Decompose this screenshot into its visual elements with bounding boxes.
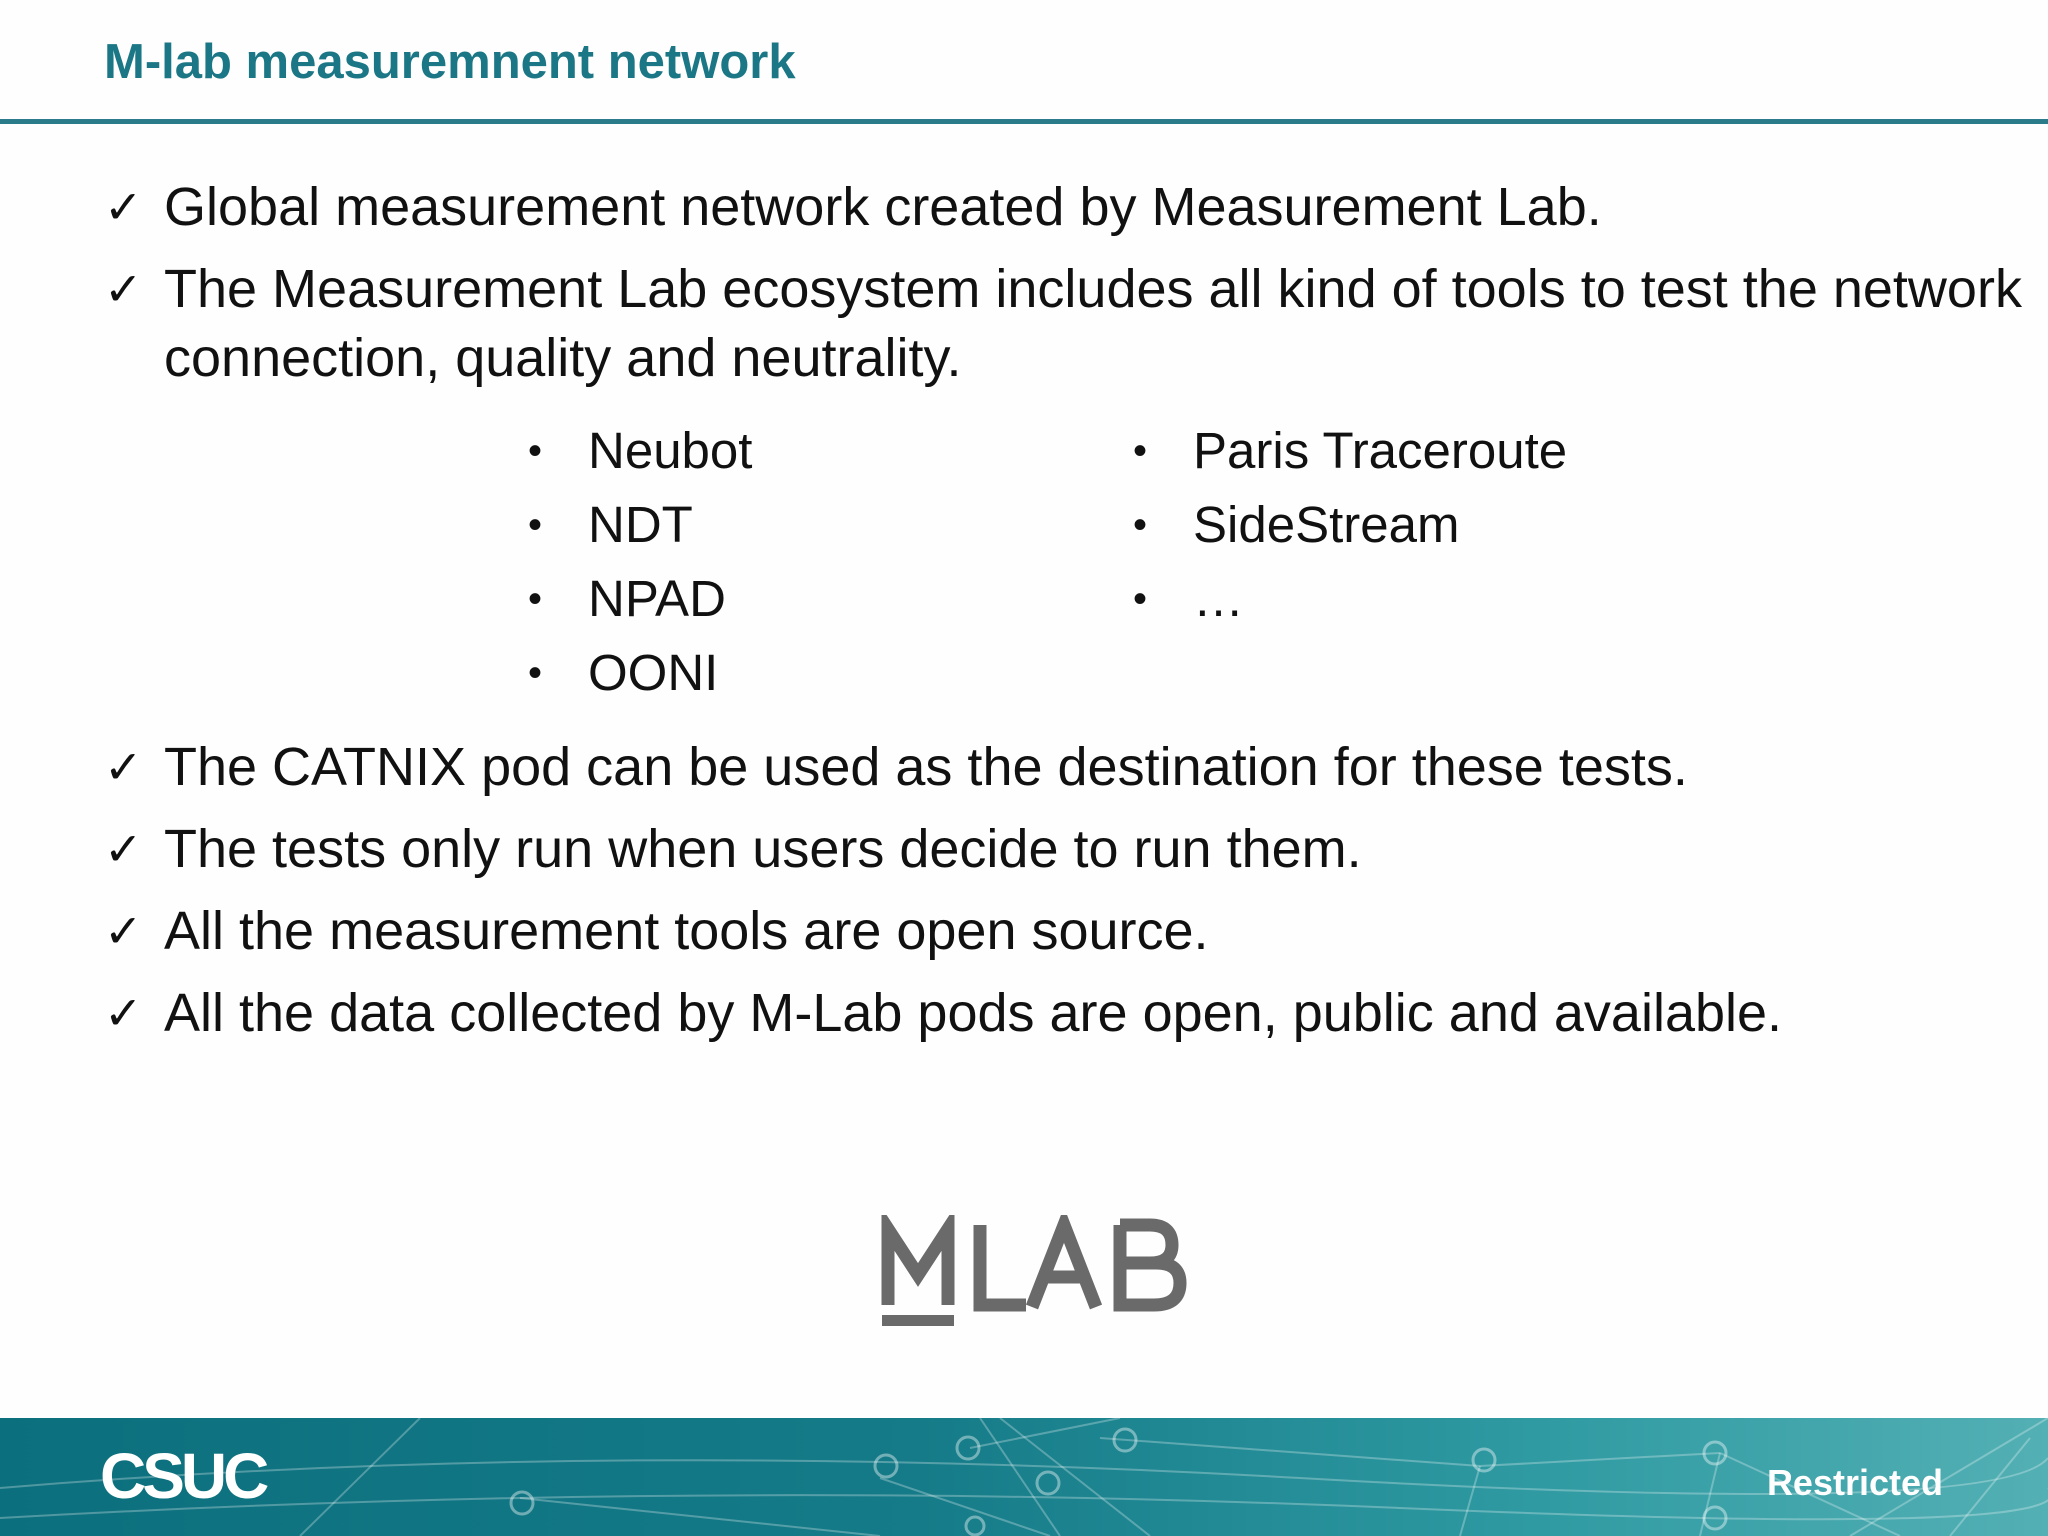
- list-item: [1133, 562, 1733, 636]
- check-icon: ✓: [104, 987, 143, 1039]
- check-item-text: The Measurement Lab ecosystem includes all kind of tools to test the network connection, quality and neutrality.: [164, 259, 2022, 388]
- tool-label: SideStream: [1193, 496, 1460, 553]
- bullet-icon: •: [1133, 503, 1148, 547]
- bullet-icon: •: [1133, 577, 1148, 621]
- bullet-icon: •: [528, 429, 543, 473]
- check-icon: ✓: [104, 823, 143, 875]
- tool-label: Paris Traceroute: [1193, 422, 1568, 479]
- mlab-logo: [880, 1215, 1200, 1335]
- list-item: [528, 488, 1028, 562]
- tool-label: NPAD: [588, 570, 726, 627]
- network-pattern: [0, 1418, 2048, 1536]
- list-item: [528, 414, 1028, 488]
- bullet-icon: •: [528, 503, 543, 547]
- tools-list-right: [1133, 414, 1733, 636]
- bullet-icon: •: [528, 651, 543, 695]
- check-icon: ✓: [104, 263, 143, 315]
- title-divider: [0, 119, 2048, 124]
- bullet-icon: •: [1133, 429, 1148, 473]
- footer-banner: [0, 1418, 2048, 1536]
- tool-label: Neubot: [588, 422, 753, 479]
- check-icon: ✓: [104, 741, 143, 793]
- check-icon: ✓: [104, 181, 143, 233]
- check-item-text: The CATNIX pod can be used as the destination for these tests.: [164, 737, 1688, 797]
- tools-list-left: [528, 414, 1028, 710]
- list-item: [528, 636, 1028, 710]
- tool-label: …: [1193, 570, 1244, 627]
- classification-label: Restricted: [1766, 1462, 1943, 1503]
- tool-label: NDT: [588, 496, 693, 553]
- check-item-text: All the data collected by M-Lab pods are open, public and available.: [164, 983, 1783, 1043]
- bullet-icon: •: [528, 577, 543, 621]
- list-item: [1133, 414, 1733, 488]
- check-icon: ✓: [104, 905, 143, 957]
- check-item-text: Global measurement network created by Measurement Lab.: [164, 177, 1602, 237]
- csuc-logo: CSUC: [100, 1440, 266, 1512]
- check-item-text: The tests only run when users decide to run them.: [164, 819, 1362, 879]
- check-item-text: All the measurement tools are open source.: [164, 901, 1209, 961]
- list-item: [528, 562, 1028, 636]
- tool-label: OONI: [588, 644, 719, 701]
- list-item: [1133, 488, 1733, 562]
- slide-title: M-lab measuremnent network: [104, 35, 796, 89]
